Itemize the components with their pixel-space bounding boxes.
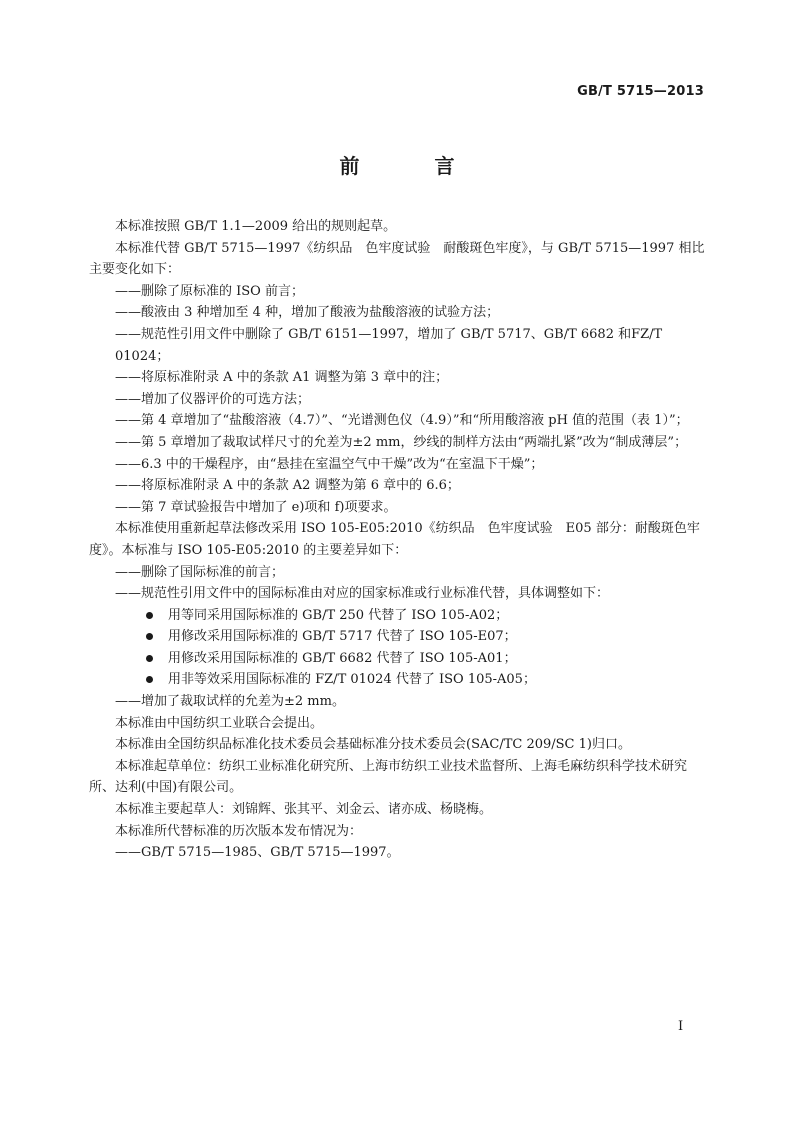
bullet-icon [146, 655, 153, 662]
change-item: ——酸液由 3 种增加至 4 种，增加了酸液为盐酸溶液的试验方法； [115, 305, 500, 321]
bullet-text: 用非等效采用国际标准的 FZ/T 01024 代替了 ISO 105-A05； [168, 672, 536, 688]
difference-item: ——删除了国际标准的前言； [115, 564, 285, 580]
paragraph-replacement: 本标准代替 GB/T 5715—1997《纺织品 色牢度试验 耐酸斑色牢度》，与 GB/T 5715—1997 相比主要变化如下： [89, 240, 705, 278]
paragraph-drafters: 本标准主要起草人：刘锦辉、张其平、刘金云、诸亦成、杨晓梅。 [115, 802, 493, 818]
bullet-item [89, 648, 705, 670]
change-item: ——6.3 中的干燥程序，由“悬挂在室温空气中干燥”改为“在室温下干燥”； [115, 456, 544, 472]
paragraph-iso-adoption: 本标准使用重新起草法修改采用 ISO 105-E05:2010《纺织品 色牢度试验 E05 部分：耐酸斑色牢度》。本标准与 ISO 105-E05:2010 的主要差异如下： [89, 521, 700, 558]
change-item: ——将原标准附录 A 中的条款 A1 调整为第 3 章中的注； [115, 370, 449, 386]
change-item: ——删除了原标准的 ISO 前言； [115, 283, 304, 299]
bullet-icon [146, 612, 153, 619]
paragraph-drafting-rules: 本标准按照 GB/T 1.1—2009 给出的规则起草。 [115, 219, 397, 234]
bullet-item [89, 605, 705, 627]
change-item: ——增加了仪器评价的可选方法； [115, 391, 311, 407]
page-title: 前 言 [339, 154, 489, 178]
change-item: ——第 4 章增加了“盐酸溶液（4.7）”、“光谱测色仪（4.9）”和“所用酸溶液 pH 值的范围（表 1）”； [115, 413, 689, 429]
bullet-item [89, 626, 705, 648]
bullet-item [89, 669, 705, 691]
bullet-text: 用等同采用国际标准的 GB/T 250 代替了 ISO 105-A02； [168, 607, 509, 623]
standard-code: GB/T 5715—2013 [577, 84, 704, 99]
difference-item: ——增加了裁取试样的允差为±2 mm。 [115, 694, 345, 710]
bullet-text: 用修改采用国际标准的 GB/T 6682 代替了 ISO 105-A01； [168, 650, 517, 666]
difference-item: ——规范性引用文件中的国际标准由对应的国家标准或行业标准代替，具体调整如下： [115, 586, 610, 602]
foreword-body [89, 216, 705, 864]
paragraph-proposer: 本标准由中国纺织工业联合会提出。 [115, 715, 324, 731]
change-item: ——第 5 章增加了裁取试样尺寸的允差为±2 mm，纱线的制样方法由“两端扎紧”改为“制成薄层”； [115, 434, 688, 450]
paragraph-history: 本标准所代替标准的历次版本发布情况为： [115, 823, 363, 839]
paragraph-drafting-units: 本标准起草单位：纺织工业标准化研究所、上海市纺织工业技术监督所、上海毛麻纺织科学技术研究所、达利(中国)有限公司。 [89, 758, 688, 796]
history-item: ——GB/T 5715—1985、GB/T 5715—1997。 [115, 845, 400, 861]
change-item: ——规范性引用文件中删除了 GB/T 6151—1997，增加了 GB/T 5717、GB/T 6682 和FZ/T 01024； [115, 326, 663, 364]
page-number: I [678, 1019, 684, 1034]
bullet-icon [146, 676, 153, 683]
change-item: ——将原标准附录 A 中的条款 A2 调整为第 6 章中的 6.6； [115, 478, 460, 494]
bullet-text: 用修改采用国际标准的 GB/T 5717 代替了 ISO 105-E07； [168, 629, 517, 645]
paragraph-custodian: 本标准由全国纺织品标准化技术委员会基础标准分技术委员会(SAC/TC 209/SC 1)归口。 [115, 737, 631, 753]
bullet-icon [146, 633, 153, 640]
change-item: ——第 7 章试验报告中增加了 e)项和 f)项要求。 [115, 499, 397, 515]
